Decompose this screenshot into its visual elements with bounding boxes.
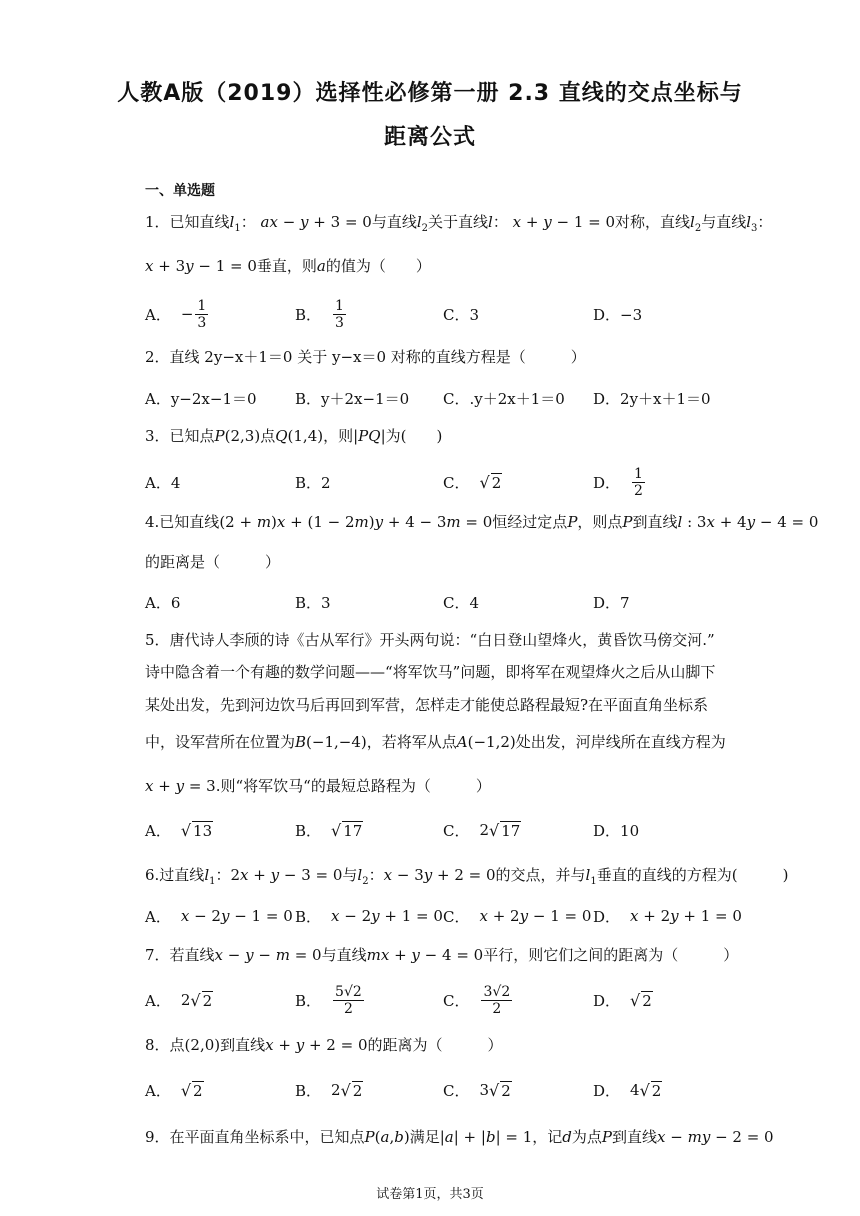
q3-line: 3．已知点P(2,3)点Q(1,4)，则|PQ|为( ) (145, 427, 443, 445)
q1-line1: 1．已知直线$l_1$： ax − y + 3 = 0与直线$l_2$关于直线l： x + y − 1 = 0对称，直线$l_2$与直线$l_3$： (145, 213, 773, 234)
q6-options (145, 896, 765, 936)
q1-option-b[interactable]: B． $\frac{1}{3}$ (295, 297, 344, 331)
section-heading: 一、单选题 (145, 183, 215, 199)
q2-line: 2．直线 2y−x＋1＝0 关于 y−x＝0 对称的直线方程是（ ） (145, 348, 586, 366)
q5-line5: x + y = 3.则“将军饮马“的最短总路程为（ ） (145, 777, 491, 795)
q3-option-c[interactable]: C． √ 2 (443, 472, 502, 492)
q5-options (145, 810, 765, 850)
q2-option-d[interactable]: D．2y＋x＋1＝0 (593, 389, 711, 408)
q6-line: 6.过直线$l_1$：2x + y − 3 = 0与$l_2$：x − 3y + 2 = 0的交点，并与$l_1$垂直的直线的方程为( ) (145, 866, 789, 887)
q8-option-b[interactable]: B． 2 √ 2 (295, 1080, 363, 1100)
q6-option-d[interactable]: D． x + 2 y + 1 = 0 (593, 907, 742, 926)
q5-option-d[interactable]: D．10 (593, 821, 640, 840)
q8-line: 8．点(2,0)到直线x + y + 2 = 0的距离为（ ） (145, 1036, 503, 1054)
q4-line2: 的距离是（ ） (145, 553, 281, 571)
q3-options (145, 462, 765, 502)
q3-option-a[interactable]: A．4 (145, 473, 181, 492)
q6-option-c[interactable]: C． x + 2 y − 1 = 0 (443, 907, 592, 926)
q5-option-a[interactable]: A． √ 13 (145, 820, 213, 840)
q9-line: 9．在平面直角坐标系中，已知点P(a,b)满足|a| + |b| = 1，记d为点P到直线x − my − 2 = 0 (145, 1128, 774, 1146)
q5-line1: 5．唐代诗人李颀的诗《古从军行》开头两句说：“白日登山望烽火，黄昏饮马傍交河.” (145, 631, 715, 649)
q2-option-c[interactable]: C．.y＋2x＋1＝0 (443, 389, 565, 408)
q5-line4: 中，设军营所在位置为B(−1,−4)，若将军从点A(−1,2)处出发，河岸线所在直线方程为 (145, 733, 726, 751)
q5-option-c[interactable]: C． 2 √ 17 (443, 820, 521, 840)
q4-line1: 4.已知直线(2 + m)x + (1 − 2m)y + 4 − 3m = 0恒经过定点P，则点P到直线l : 3x + 4y − 4 = 0 (145, 513, 819, 531)
q8-option-a[interactable]: A． √ 2 (145, 1080, 203, 1100)
q7-option-b[interactable]: B． $\frac{5√2}{2}$ (295, 983, 362, 1017)
title-line-1: 人教A版（2019）选择性必修第一册 2.3 直线的交点坐标与 (117, 81, 743, 106)
q7-option-c[interactable]: C． $\frac{3√2}{2}$ (443, 983, 511, 1017)
q4-options (145, 582, 765, 622)
q2-option-b[interactable]: B．y＋2x−1＝0 (295, 389, 410, 408)
q7-option-a[interactable]: A． 2 √ 2 (145, 990, 213, 1010)
q4-option-d[interactable]: D．7 (593, 593, 630, 612)
q8-option-d[interactable]: D． 4 √ 2 (593, 1080, 662, 1100)
q5-line3: 某处出发，先到河边饮马后再回到军营，怎样走才能使总路程最短?在平面直角坐标系 (145, 696, 709, 714)
q1-option-d[interactable]: D．−3 (593, 305, 643, 324)
q4-option-b[interactable]: B．3 (295, 593, 331, 612)
q7-line: 7．若直线x − y − m = 0与直线mx + y − 4 = 0平行，则它们之间的距离为（ ） (145, 946, 739, 964)
q8-option-c[interactable]: C． 3 √ 2 (443, 1080, 511, 1100)
q6-option-b[interactable]: B． x − 2 y + 1 = 0 (295, 907, 443, 926)
q3-option-d[interactable]: D． $\frac{1}{2}$ (593, 465, 643, 499)
q3-option-b[interactable]: B．2 (295, 473, 331, 492)
q1-options (145, 294, 765, 334)
q4-option-c[interactable]: C．4 (443, 593, 480, 612)
q5-option-b[interactable]: B． √ 17 (295, 820, 363, 840)
q7-options (145, 980, 765, 1020)
title-line-2: 距离公式 (383, 125, 476, 150)
q6-option-a[interactable]: A． x − 2 y − 1 = 0 (145, 907, 293, 926)
q2-option-a[interactable]: A．y−2x−1＝0 (145, 389, 257, 408)
q1-line2: x + 3y − 1 = 0垂直，则a的值为（ ） (145, 257, 431, 275)
q7-option-d[interactable]: D． √ 2 (593, 990, 652, 1010)
q1-option-c[interactable]: C．3 (443, 305, 480, 324)
q5-line2: 诗中隐含着一个有趣的数学问题——“将军饮马”问题，即将军在观望烽火之后从山脚下 (145, 663, 716, 681)
q2-options (145, 378, 765, 418)
page-footer: 试卷第1页，共3页 (376, 1187, 484, 1202)
q4-option-a[interactable]: A．6 (145, 593, 181, 612)
q8-options (145, 1070, 765, 1110)
q1-option-a[interactable]: A． − $\frac{1}{3}$ (145, 297, 207, 331)
